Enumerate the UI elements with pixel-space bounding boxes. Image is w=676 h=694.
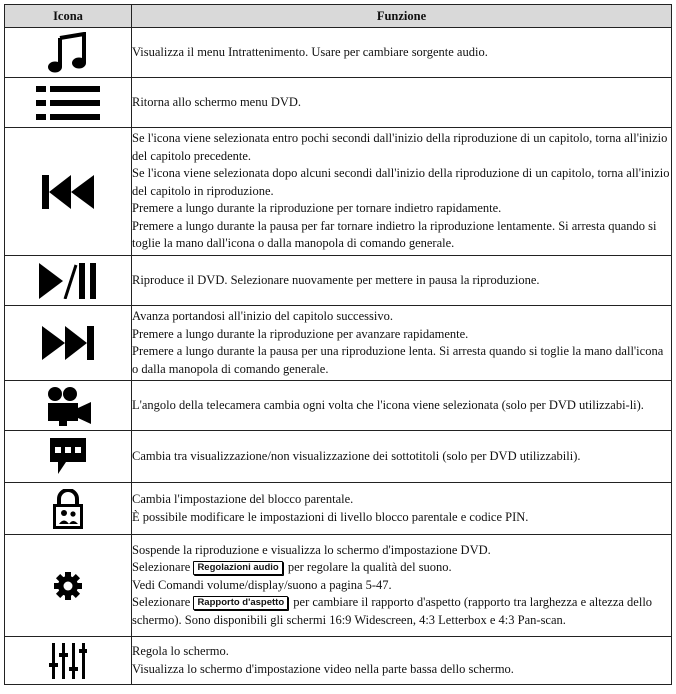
- row-text: Riproduce il DVD. Selezionare nuovamente per mettere in pausa la riproduzione.: [132, 272, 540, 287]
- table-row: [5, 483, 672, 535]
- row-text: Selezionare: [132, 595, 194, 610]
- row-text: Premere a lungo durante la riproduzione per avanzare rapidamente.: [132, 326, 469, 341]
- equalizer-sliders-icon: [5, 643, 131, 679]
- row-text: L'angolo della telecamera cambia ogni volta che l'icona viene selezionata (solo per DVD utilizzabi-li).: [132, 397, 644, 412]
- row-text: Premere a lungo durante la pausa per una riproduzione lenta. Si arresta quando si toglie la mano dall'icona o dalla manopola di comando generale.: [132, 344, 664, 376]
- icon-function-table: [4, 4, 672, 685]
- row-text: È possibile modificare le impostazioni di livello blocco parentale e codice PIN.: [132, 509, 529, 524]
- table-row: [5, 637, 672, 685]
- skip-forward-icon: [5, 326, 131, 360]
- row-text: Se l'icona viene selezionata entro pochi secondi dall'inizio della riproduzione di un capitolo, torna all'inizio del capitolo precedente.: [132, 131, 668, 163]
- row-text: per cambiare il rapporto d'aspetto (rapporto tra larghezza e altezza dello schermo). Sono disponibili gli schermi 16:9 Widescreen, 4:3 Letterbox e 4:3 Pan-scan.: [132, 595, 653, 627]
- row-text: Avanza portandosi all'inizio del capitolo successivo.: [132, 309, 393, 323]
- video-camera-icon: [5, 386, 131, 426]
- gear-icon: [5, 572, 131, 600]
- parental-lock-icon: [5, 489, 131, 529]
- table-row: [5, 306, 672, 381]
- header-icon: Icona: [5, 5, 132, 28]
- row-text: Visualizza lo schermo d'impostazione video nella parte bassa dello schermo.: [132, 661, 514, 676]
- row-text: Premere a lungo durante la riproduzione per tornare indietro rapidamente.: [132, 201, 502, 216]
- row-text: Sospende la riproduzione e visualizza lo schermo d'impostazione DVD.: [132, 542, 491, 557]
- table-row: [5, 535, 672, 637]
- table-row: [5, 28, 672, 78]
- row-text: Cambia tra visualizzazione/non visualizzazione dei sottotitoli (solo per DVD utilizzabili).: [132, 448, 581, 463]
- list-menu-icon: [5, 86, 131, 120]
- table-header-row: [5, 5, 672, 28]
- play-pause-icon: [5, 263, 131, 299]
- row-text: Premere a lungo durante la pausa per far tornare indietro la riproduzione lentamente. Si arresta quando si toglie la mano dall'icona o dalla manopola di comando generale.: [132, 218, 657, 251]
- music-note-icon: [5, 32, 131, 74]
- table-row: [5, 381, 672, 431]
- audio-settings-button[interactable]: Regolazioni audio: [193, 561, 282, 575]
- table-row: [5, 78, 672, 128]
- row-text: Regola lo schermo.: [132, 644, 229, 658]
- row-text: Visualizza il menu Intrattenimento. Usare per cambiare sorgente audio.: [132, 44, 488, 59]
- row-text: Selezionare: [132, 560, 194, 575]
- row-text: Ritorna allo schermo menu DVD.: [132, 94, 302, 109]
- row-text: per regolare la qualità del suono.: [284, 560, 452, 575]
- header-function: Funzione: [132, 5, 672, 28]
- aspect-ratio-button[interactable]: Rapporto d'aspetto: [193, 596, 288, 610]
- row-text: Cambia l'impostazione del blocco parentale.: [132, 492, 354, 506]
- row-text: Se l'icona viene selezionata dopo alcuni secondi dall'inizio della riproduzione di un capitolo, torna all'inizio del capitolo in riproduzione.: [132, 166, 670, 198]
- row-text: Vedi Comandi volume/display/suono a pagina 5-47.: [132, 577, 392, 592]
- table-row: [5, 431, 672, 483]
- skip-back-icon: [5, 175, 131, 209]
- table-row: [5, 128, 672, 256]
- table-row: [5, 256, 672, 306]
- subtitle-bubble-icon: [5, 438, 131, 476]
